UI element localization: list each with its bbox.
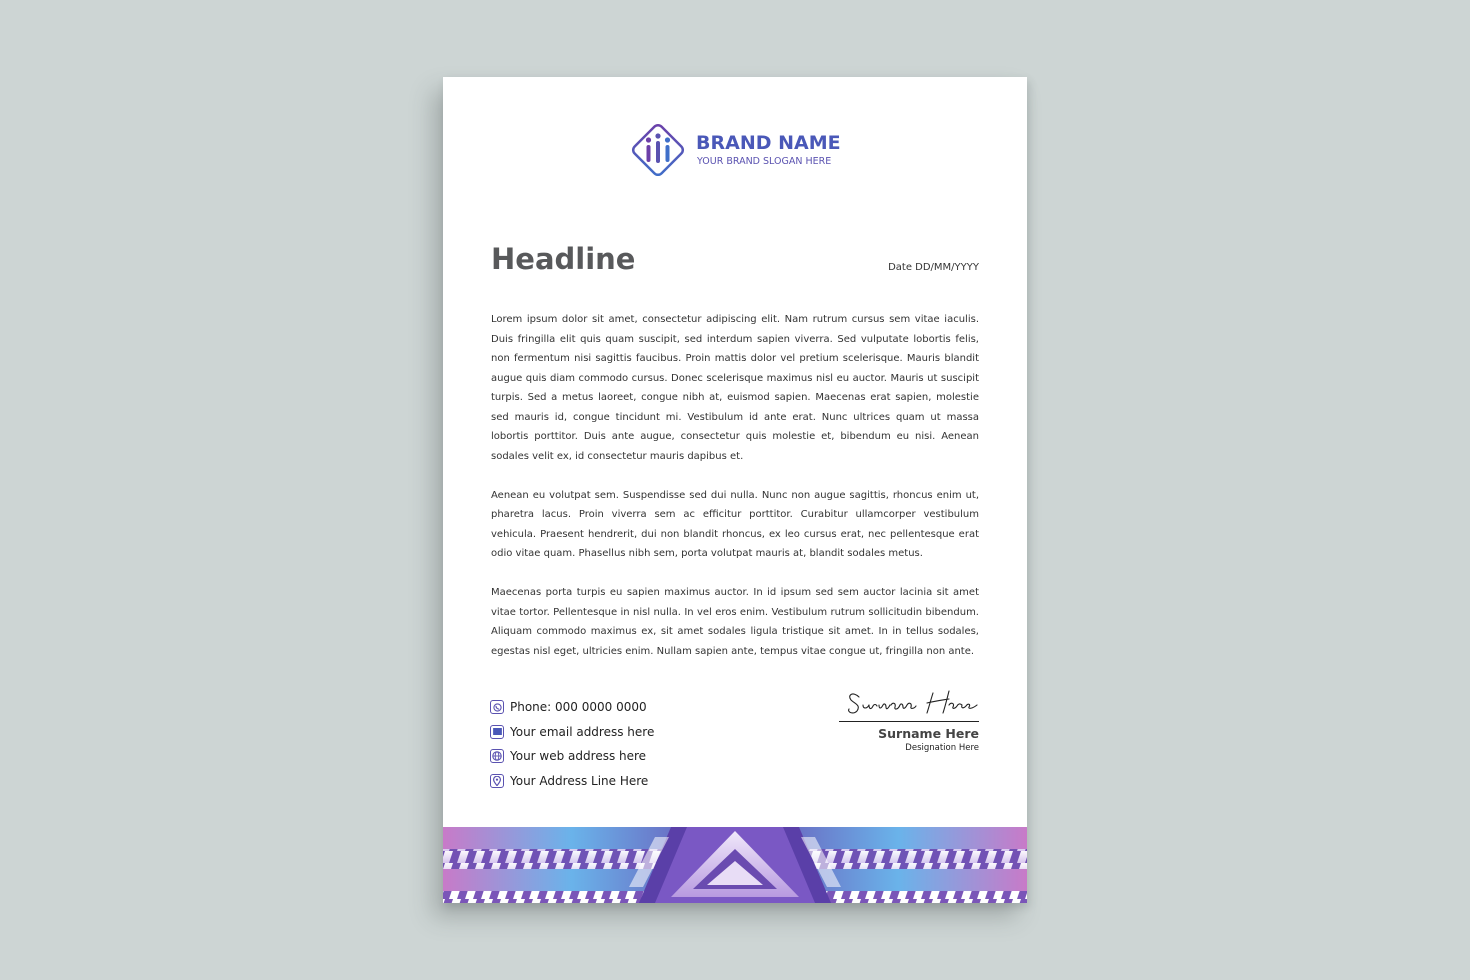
signature-line <box>839 721 979 722</box>
globe-icon <box>490 749 504 763</box>
handwritten-signature <box>845 687 979 721</box>
letter-body <box>491 310 979 681</box>
email-icon <box>490 725 504 739</box>
contact-email <box>490 720 654 745</box>
contact-web <box>490 744 654 769</box>
date: Date DD/MM/YYYY <box>888 262 979 273</box>
headline: Headline <box>491 242 636 276</box>
letterhead-page <box>443 77 1027 903</box>
brand-name: BRAND NAME <box>696 132 841 154</box>
signatory-designation: Designation Here <box>905 743 979 753</box>
phone-icon <box>490 700 504 714</box>
diamond-bars-logo-icon <box>625 117 691 183</box>
paragraph: Maecenas porta turpis eu sapien maximus auctor. In id ipsum sed sem auctor lacinia sit amet vitae tortor. Pellentesque in nisl nulla. In vel eros enim. Vestibulum rutrum sollicitudin bibendum. Aliquam commodo maximus ex, sit amet sodales ligula tristique sit amet. In in tellus sodales, egestas nisl eget, ultricies enim. Nullam sapien ante, tempus vitae congue ut, fringilla non ante. <box>491 587 979 657</box>
web-text: Your web address here <box>510 749 647 764</box>
contact-address <box>490 769 654 794</box>
contact-list <box>490 695 654 793</box>
decorative-footer-band <box>443 827 1027 903</box>
brand-slogan: YOUR BRAND SLOGAN HERE <box>697 156 832 167</box>
brand-logo <box>625 117 865 185</box>
location-pin-icon <box>490 774 504 788</box>
address-text: Your Address Line Here <box>510 773 649 788</box>
contact-phone <box>490 695 654 720</box>
paragraph: Aenean eu volutpat sem. Suspendisse sed dui nulla. Nunc non augue sagittis, rhoncus enim ut, pharetra lacus. Proin viverra sem ac efficitur porttitor. Curabitur ullamcorper vestibulum vehicula. Praesent hendrerit, dui non blandit rhoncus, ex leo cursus erat, nec pellentesque erat odio vitae quam. Phasellus nibh sem, porta volutpat mauris at, blandit sodales metus. <box>491 489 979 559</box>
phone-text: Phone: 000 0000 0000 <box>510 700 647 715</box>
signature-block <box>839 687 979 753</box>
email-text: Your email address here <box>510 724 655 739</box>
signatory-name: Surname Here <box>878 726 979 741</box>
paragraph: Lorem ipsum dolor sit amet, consectetur adipiscing elit. Nam rutrum cursus sem vitae iaculis. Duis fringilla elit quis quam suscipit, sed interdum sapien viverra. Sed vulputate lobortis felis, non fermentum nisi sagittis faucibus. Proin mattis dolor vel pretium scelerisque. Mauris blandit augue quis diam commodo cursus. Donec scelerisque maximus nisl eu auctor. Mauris ut suscipit turpis. Sed a metus laoreet, congue nibh at, euismod sapien. Maecenas erat sapien, molestie sed mauris id, congue tincidunt mi. Vestibulum id ante erat. Nunc ultrices quam ut massa lobortis porttitor. Duis ante augue, consectetur quis molestie et, bibendum eu nisi. Aenean sodales velit ex, id consectetur mauris dapibus et. <box>491 314 979 462</box>
